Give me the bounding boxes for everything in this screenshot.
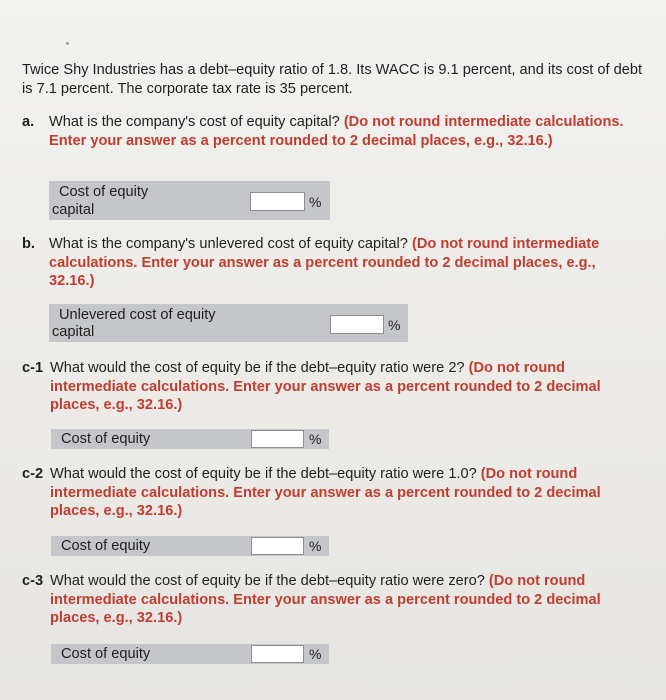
cost-of-equity-input-c2[interactable] — [251, 537, 304, 555]
question-a — [22, 113, 639, 150]
question-instruction: (Do not round intermediate calculations. Enter your answer as a percent rounded to 2 decimal places, e.g., 32.16.) — [49, 114, 624, 149]
answer-row-a — [49, 181, 330, 220]
row-label: Cost of equity — [61, 538, 151, 554]
question-instruction: (Do not round intermediate calculations. Enter your answer as a percent rounded to 2 decimal places, e.g., 32.16.) — [50, 573, 601, 626]
percent-sign: % — [309, 646, 322, 662]
decorative-dot — [66, 42, 69, 45]
question-text: What would the cost of equity be if the debt–equity ratio were zero? — [50, 573, 485, 589]
problem-statement: Twice Shy Industries has a debt–equity ratio of 1.8. Its WACC is 9.1 percent, and its cost of debt is 7.1 percent. The corporate tax rate is 35 percent. — [22, 62, 643, 97]
row-label-line2: capital — [52, 202, 95, 218]
unlevered-cost-input[interactable] — [330, 315, 384, 334]
question-text: What would the cost of equity be if the debt–equity ratio were 2? — [50, 360, 465, 376]
question-instruction: (Do not round intermediate calculations. Enter your answer as a percent rounded to 2 decimal places, e.g., 32.16.) — [49, 236, 600, 289]
question-text: What is the company's cost of equity capital? — [49, 114, 340, 130]
question-text: What would the cost of equity be if the debt–equity ratio were 1.0? — [50, 466, 477, 482]
answer-row-b — [49, 304, 408, 342]
percent-sign: % — [309, 538, 322, 554]
question-c3 — [22, 572, 636, 628]
question-body — [50, 465, 636, 521]
answer-row-c1 — [51, 429, 329, 449]
question-body — [50, 572, 636, 628]
question-b — [22, 235, 639, 291]
row-label: Cost of equity — [61, 646, 151, 662]
row-label-line1: Cost of equity — [59, 184, 149, 200]
question-body — [49, 113, 639, 150]
cost-of-equity-input-c1[interactable] — [251, 430, 304, 448]
percent-sign: % — [309, 431, 322, 447]
row-label: Cost of equity — [61, 431, 151, 447]
question-text: What is the company's unlevered cost of equity capital? — [49, 236, 408, 252]
question-label: c-1 — [22, 360, 44, 376]
row-label-line1: Unlevered cost of equity — [59, 307, 216, 323]
question-label: c-3 — [22, 573, 44, 589]
row-label-line2: capital — [52, 324, 95, 340]
percent-sign: % — [388, 317, 401, 333]
question-c2 — [22, 465, 636, 521]
question-label: b. — [22, 236, 35, 252]
question-label: a. — [22, 114, 35, 130]
question-instruction: (Do not round intermediate calculations. Enter your answer as a percent rounded to 2 decimal places, e.g., 32.16.) — [50, 360, 601, 413]
answer-row-c3 — [51, 644, 329, 664]
cost-of-equity-input-c3[interactable] — [251, 645, 304, 663]
cost-of-equity-input[interactable] — [250, 192, 305, 211]
percent-sign: % — [309, 194, 322, 210]
answer-row-c2 — [51, 536, 329, 556]
question-label: c-2 — [22, 466, 44, 482]
question-instruction: (Do not round intermediate calculations. Enter your answer as a percent rounded to 2 decimal places, e.g., 32.16.) — [50, 466, 601, 519]
question-body — [50, 359, 636, 415]
question-c1 — [22, 359, 636, 415]
question-body — [49, 235, 639, 291]
